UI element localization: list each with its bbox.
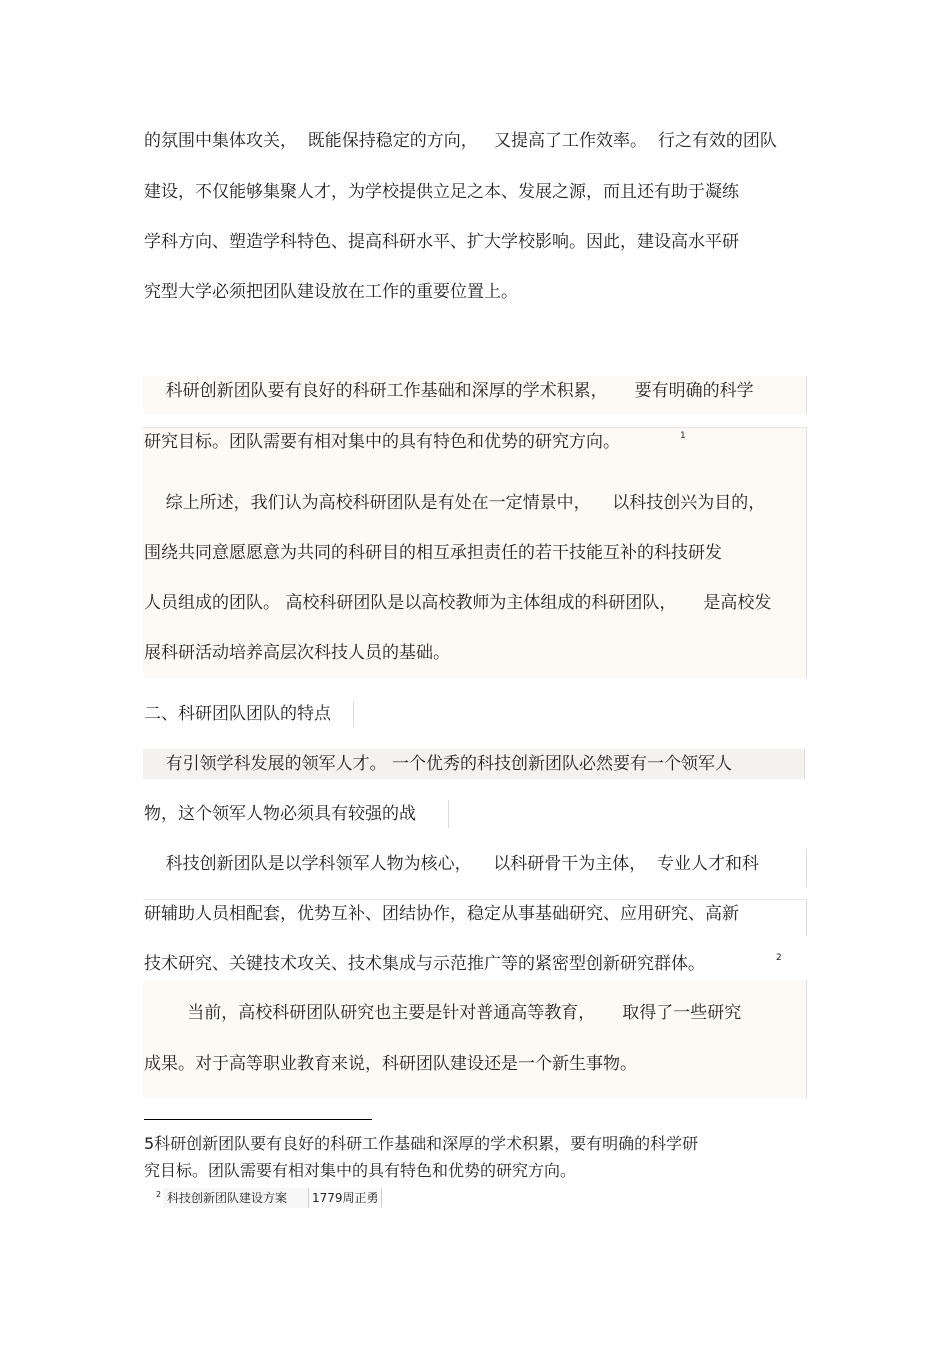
- body-text-line: 物，这个领军人物必须具有较强的战: [144, 804, 416, 824]
- footnote-reference[interactable]: 1: [680, 431, 686, 441]
- footnote-text-line: 5科研创新团队要有良好的科研工作基础和深厚的学术积累，要有明确的科学研: [144, 1134, 699, 1153]
- body-text-line: 科技创新团队是以学科领军人物为核心， 以科研骨干为主体， 专业人才和科: [144, 854, 760, 874]
- footnote-reference[interactable]: 2: [776, 953, 782, 963]
- section-heading: 二、科研团队团队的特点: [144, 704, 331, 724]
- footnote-text-line: 究目标。团队需要有相对集中的具有特色和优势的研究方向。: [144, 1161, 577, 1180]
- body-text-line: 研究目标。团队需要有相对集中的具有特色和优势的研究方向。: [144, 432, 620, 452]
- body-text-line: 综上所述，我们认为高校科研团队是有处在一定情景中， 以科技创兴为目的，: [144, 493, 766, 513]
- body-text-line: 成果。对于高等职业教育来说，科研团队建设还是一个新生事物。: [144, 1054, 637, 1074]
- body-text-line: 科研创新团队要有良好的科研工作基础和深厚的学术积累， 要有明确的科学: [144, 381, 754, 401]
- footnote-title: 科技创新团队建设方案: [167, 1191, 288, 1205]
- footnote-author: 1779周正勇: [312, 1191, 379, 1205]
- body-text-line: 研辅助人员相配套，优势互补、团结协作，稳定从事基础研究、应用研究、高新: [144, 904, 739, 924]
- body-text-line: 学科方向、塑造学科特色、提高科研水平、扩大学校影响。因此，建设高水平研: [144, 232, 739, 252]
- footnote-separator: [144, 1119, 372, 1120]
- body-text-line: 人员组成的团队。 高校科研团队是以高校教师为主体组成的科研团队， 是高校发: [144, 593, 772, 613]
- body-text-line: 围绕共同意愿愿意为共同的科研目的相互承担责任的若干技能互补的科技研发: [144, 543, 722, 563]
- body-text-line: 的氛围中集体攻关， 既能保持稳定的方向， 又提高了工作效率。 行之有效的团队: [144, 131, 777, 151]
- footnote-mark: 2: [156, 1190, 162, 1199]
- body-text-line: 技术研究、关键技术攻关、技术集成与示范推广等的紧密型创新研究群体。: [144, 954, 705, 974]
- body-text-line: 究型大学必须把团队建设放在工作的重要位置上。: [144, 282, 518, 302]
- body-text-line: 当前，高校科研团队研究也主要是针对普通高等教育， 取得了一些研究: [144, 1003, 742, 1023]
- body-text-line: 建设，不仅能够集聚人才，为学校提供立足之本、发展之源，而且还有助于凝练: [144, 182, 739, 202]
- body-text-line: 展科研活动培养高层次科技人员的基础。: [144, 643, 450, 663]
- body-text-line: 有引领学科发展的领军人才。 一个优秀的科技创新团队必然要有一个领军人: [144, 754, 733, 774]
